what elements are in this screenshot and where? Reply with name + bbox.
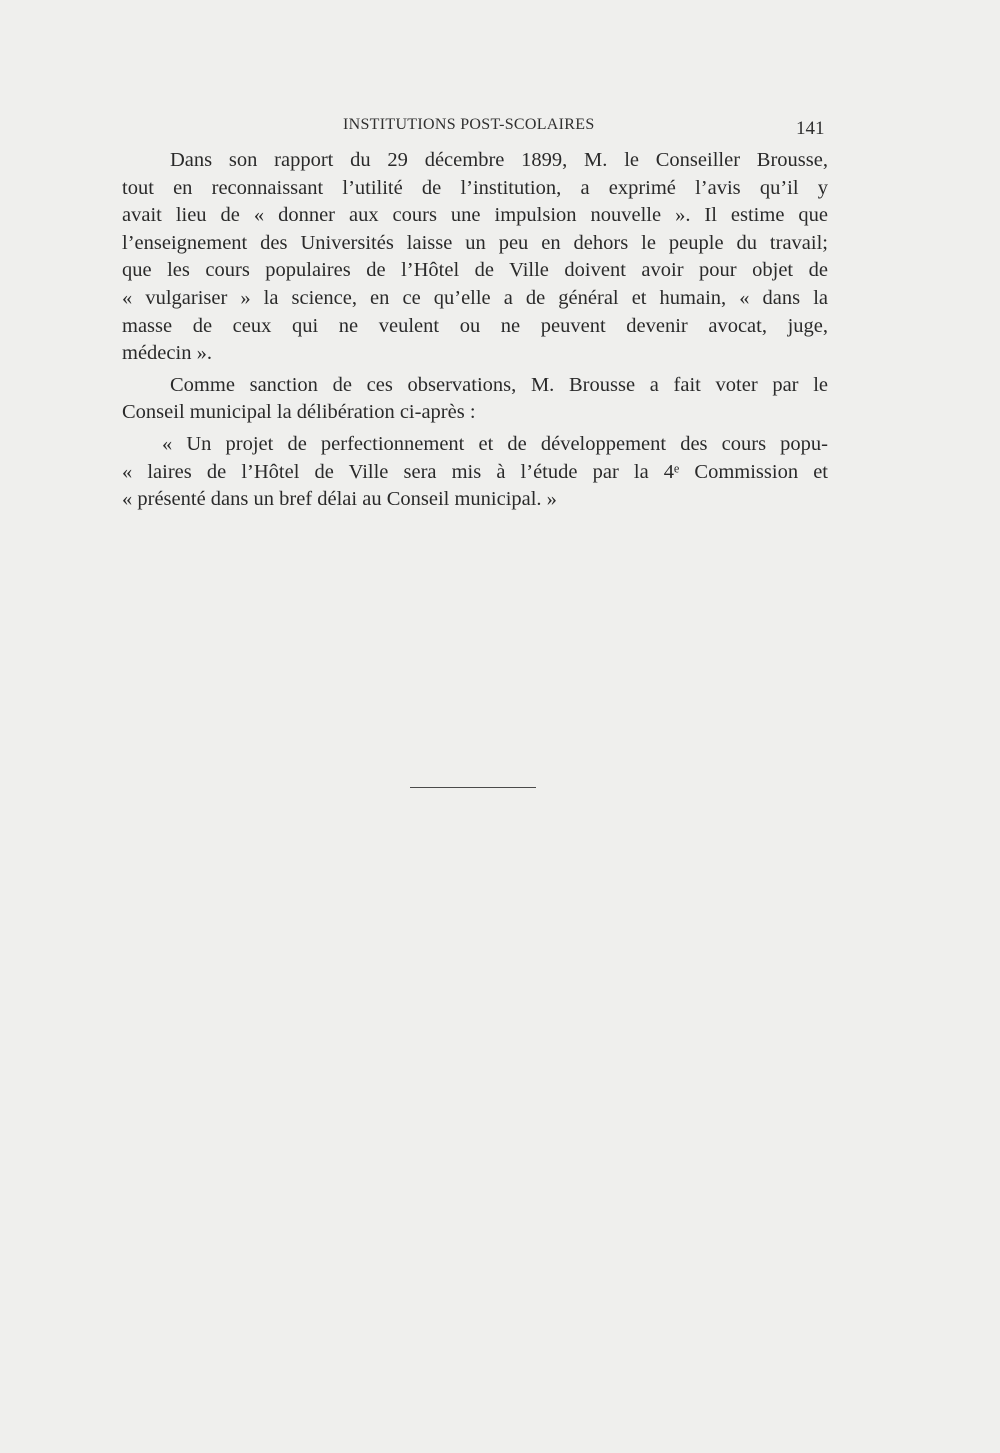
text-line: avait lieu de « donner aux cours une impulsion nouvelle ». Il estime que [122,204,828,227]
text-line: « Un projet de perfectionnement et de développement des cours popu- [162,432,828,455]
section-end-rule [410,787,536,788]
running-head [0,116,1000,140]
text-line: Conseil municipal la délibération ci-après : [122,401,476,424]
text-line: « vulgariser » la science, en ce qu’elle a de général et humain, « dans la [122,286,828,309]
text-line: médecin ». [122,342,212,365]
text-line: que les cours populaires de l’Hôtel de Ville doivent avoir pour objet de [122,259,828,282]
body-text [122,147,828,514]
text-line: tout en reconnaissant l’utilité de l’institution, a exprimé l’avis qu’il y [122,176,828,199]
text-line: masse de ceux qui ne veulent ou ne peuvent devenir avocat, juge, [122,314,828,337]
text-line: l’enseignement des Universités laisse un peu en dehors le peuple du travail; [122,231,828,254]
text-line: Dans son rapport du 29 décembre 1899, M. le Conseiller Brousse, [170,149,828,171]
page-number: 141 [796,118,825,139]
text-line: « laires de l’Hôtel de Ville sera mis à l’étude par la 4ᵉ Commission et [122,460,828,483]
running-title: INSTITUTIONS POST-SCOLAIRES [343,116,595,133]
text-line: « présenté dans un bref délai au Conseil municipal. » [122,488,557,511]
paragraph-rapport [122,147,828,368]
text-line: Comme sanction de ces observations, M. Brousse a fait voter par le [170,373,828,396]
paragraph-deliberation-quote [122,431,828,514]
paragraph-sanction [122,372,828,427]
